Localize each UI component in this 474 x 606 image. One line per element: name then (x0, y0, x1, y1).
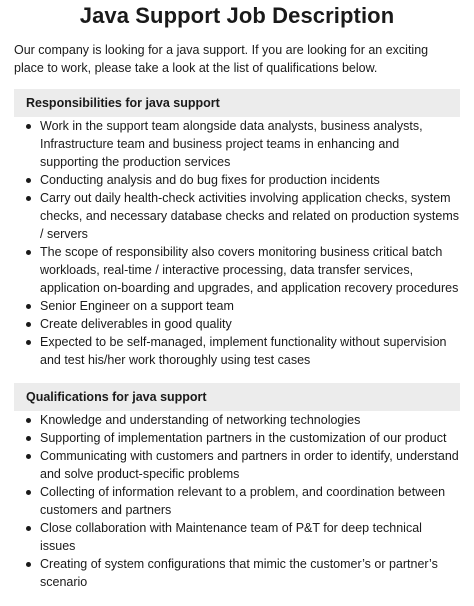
list-item: Conducting analysis and do bug fixes for production incidents (14, 171, 460, 189)
list-item: The scope of responsibility also covers monitoring business critical batch workloads, real-time / interactive processing, data transfer services, application on-boarding and upgrades, and application recovery procedures (14, 243, 460, 297)
list-item: Creating of system configurations that mimic the customer’s or partner’s scenario (14, 555, 460, 591)
page-title: Java Support Job Description (79, 3, 395, 28)
responsibilities-heading: Responsibilities for java support (14, 89, 460, 117)
list-item: Collecting of information relevant to a problem, and coordination between customers and partners (14, 483, 460, 519)
qualifications-heading: Qualifications for java support (14, 383, 460, 411)
intro-paragraph: Our company is looking for a java support. If you are looking for an exciting place to work, please take a look at the list of qualifications below. (14, 43, 429, 75)
list-item: Expected to be self-managed, implement functionality without supervision and test his/her work thoroughly using test cases (14, 333, 460, 369)
responsibilities-list (14, 117, 460, 369)
list-item: Create deliverables in good quality (14, 315, 460, 333)
list-item: Work in the support team alongside data analysts, business analysts, Infrastructure team and business project teams in enhancing and supporting the production services (14, 117, 460, 171)
list-item: Carry out daily health-check activities involving application checks, system checks, and necessary database checks and related on production systems / servers (14, 189, 460, 243)
list-item: Close collaboration with Maintenance team of P&T for deep technical issues (14, 519, 460, 555)
job-description-page (0, 3, 474, 591)
list-item: Knowledge and understanding of networking technologies (14, 411, 460, 429)
list-item: Supporting of implementation partners in the customization of our product (14, 429, 460, 447)
list-item: Senior Engineer on a support team (14, 297, 460, 315)
list-item: Communicating with customers and partners in order to identify, understand and solve product-specific problems (14, 447, 460, 483)
qualifications-list (14, 411, 460, 591)
